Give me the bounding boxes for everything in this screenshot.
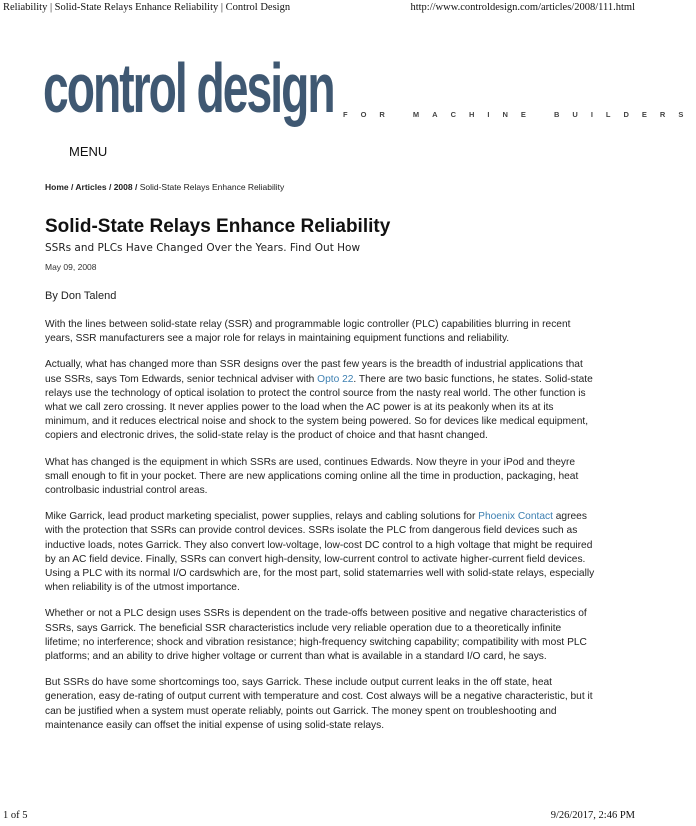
paragraph-4-text-a: Mike Garrick, lead product marketing specialist, power supplies, relays and cabling solutions for	[45, 511, 479, 523]
page-number: 1 of 5	[3, 810, 28, 821]
menu-button[interactable]: MENU	[69, 144, 108, 159]
paragraph-6: But SSRs do have some shortcomings too, says Garrick. These include output current leaks in the off state, heat generation, easy de-rating of output current with temperature and cost. Cost always will be a negative characteristic, but it can be justified when a system must operate reliably, points out Garrick. The money spent on troubleshooting and maintenance easily can offset the initial expense of using solid-state relays.	[45, 677, 593, 731]
print-footer	[0, 810, 638, 824]
breadcrumb-separator: /	[68, 182, 76, 192]
print-datetime: 9/26/2017, 2:46 PM	[550, 810, 635, 821]
paragraph-2-text-a: Actually, what has changed more than SSR designs over the past few years is the breadth of industrial applications that use SSRs, says Tom Edwards, senior technical adviser with	[45, 359, 583, 385]
article-subtitle: SSRs and PLCs Have Changed Over the Years. Find Out How	[45, 242, 361, 254]
paragraph-4	[45, 510, 598, 595]
article-byline: By Don Talend	[45, 290, 117, 302]
breadcrumb-current: Solid-State Relays Enhance Reliability	[139, 182, 285, 192]
paragraph-5: Whether or not a PLC design uses SSRs is dependent on the trade-offs between positive and negative characteristics of SSRs, says Garrick. The beneficial SSR characteristics include very reliable operation due to a theoretically infinite lifetime; no interference; shock and vibration resistance; high-frequency switching capability; compatibility with most PLC platforms; and an ability to drive higher voltage or current than what is available in a standard I/O card, he says.	[45, 608, 587, 663]
print-header	[0, 2, 638, 16]
opto22-link[interactable]: Opto 22	[317, 373, 354, 385]
article-date: May 09, 2008	[45, 262, 97, 272]
breadcrumb-separator: /	[106, 182, 114, 192]
print-header-title: Reliability | Solid-State Relays Enhance Reliability | Control Design	[3, 2, 291, 13]
logo-tagline: FOR MACHINE BUILDERS	[343, 110, 696, 119]
phoenix-contact-link[interactable]: Phoenix Contact	[478, 511, 553, 523]
breadcrumb-articles[interactable]: Articles	[75, 182, 107, 192]
article-title: Solid-State Relays Enhance Reliability	[45, 216, 391, 237]
paragraph-2-text-b: . There are two basic functions, he states. Solid-state relays use the technology of optical isolation to protect the control source from the nasty real world. The other function is what we call zero crossing. It never applies power to the load when the AC power is at its peakonly when its at its minimum, and it reduces electrical noise and shock to the system being powered. So for devices like medical equipment, copiers and electronic drives, the solid-state relay is the product of choice and that hasnt changed.	[45, 373, 593, 442]
paragraph-1: With the lines between solid-state relay (SSR) and programmable logic controller (PLC) capabilities blurring in recent years, SSR manufacturers see a major role for relays in maintaining equipment functions and reliability.	[45, 319, 571, 345]
paragraph-3: What has changed is the equipment in which SSRs are used, continues Edwards. Now theyre in your iPod and theyre small enough to fit in your pocket. There are new applications coming online all the time in production, packaging, heat controlbasic industrial control areas.	[45, 456, 579, 497]
breadcrumb-home[interactable]: Home	[45, 182, 69, 192]
logo-wordmark: control design	[43, 49, 334, 127]
paragraph-2	[45, 358, 598, 443]
breadcrumb-2008[interactable]: 2008	[113, 182, 133, 192]
print-header-url[interactable]: http://www.controldesign.com/articles/2008/111.html	[410, 2, 635, 13]
site-logo[interactable]	[43, 49, 696, 132]
breadcrumb-separator: /	[132, 182, 140, 192]
breadcrumb	[45, 182, 284, 192]
paragraph-4-text-b: agrees with the protection that SSRs can provide control devices. SSRs isolate the PLC from dangerous field devices such as inductive loads, notes Garrick. They also convert low-voltage, low-cost DC control to a high voltage that might be required by an AC field device. Finally, SSRs can convert high-density, low-current control to activate higher-current field devices. Using a PLC with its normal I/O cardswhich are, for the most part, solid statemarries well with solid-state relays, especially when reliability is of the utmost importance.	[45, 511, 595, 594]
article-body	[45, 318, 598, 745]
